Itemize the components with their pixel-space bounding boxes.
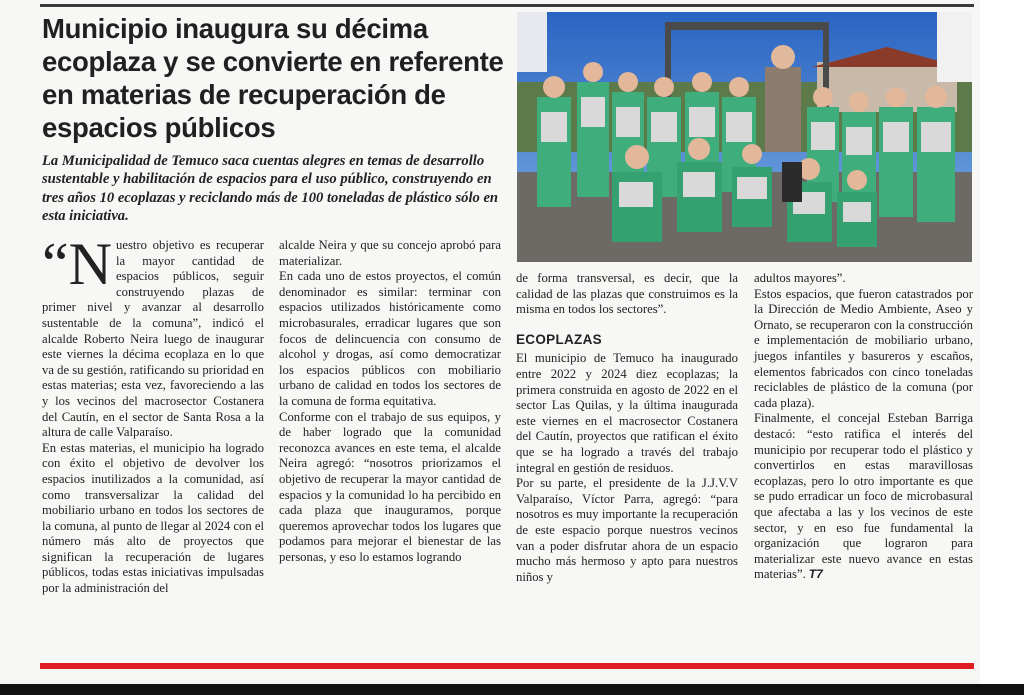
right-margin	[980, 0, 1024, 695]
bottom-bar	[0, 684, 1024, 695]
col4-paragraph-3	[754, 411, 973, 583]
col2-paragraph-1: alcalde Neira y que su concejo aprobó para materializar.	[279, 238, 501, 268]
lead-paragraph: La Municipalidad de Temuco saca cuentas alegres en temas de desarrollo sustentable y habilitación de espacios para el uso público, construyendo en tres años 10 ecoplazas y reciclando más de 100 toneladas de plástico sólo en esta iniciativa.	[42, 153, 499, 225]
col4-paragraph-3-text: Finalmente, el concejal Esteban Barriga destacó: “esto ratifica el interés del municipio por recuperar todo el plástico y convertirlos en estas maravillosas ecoplazas, pero lo otro importante es que se pudo erradicar un foco de microbasural que afectaba a las y los vecinos de este sector, y en eso fue fundamental la organización que lograron para materializar este nuevo avance en estas materias”.	[754, 411, 973, 582]
col2-paragraph-2: En cada uno de estos proyectos, el común denominador es similar: terminar con espacios utilizados históricamente como microbasurales, erradicar lugares que son focos de delincuencia con consumo de alcohol y drogas, así como democratizar los espacios públicos con mobiliario urbano de calidad en todos los sectores de la comuna de forma equitativa.	[279, 269, 501, 408]
col3-paragraph-2: El municipio de Temuco ha inaugurado entre 2022 y 2024 diez ecoplazas; la primera construida en agosto de 2022 en el sector Las Quilas, y la última inaugurada este viernes en el macrosector Costanera del Cautín, proyectos que ratifican el éxito que se ha logrado a través del trabajo integral en gestión de residuos.	[516, 351, 738, 475]
top-rule	[40, 4, 974, 7]
col1-paragraph-1: uestro objetivo es recuperar la mayor cantidad de espacios públicos, seguir construyendo plazas de primer nivel y avanzar al desarrollo sustentable de la comuna”, indicó el alcalde Roberto Neira luego de inaugurar este viernes la décima ecoplaza en lo que va de su gestión, ratificando su prioridad en estas materias; esta vez, favoreciendo a las y los vecinos del macrosector Costanera del Cautín, en el sector de Santa Rosa a la altura de calle Valparaíso.	[42, 238, 264, 440]
column-3	[516, 271, 738, 585]
subhead-ecoplazas: ECOPLAZAS	[516, 331, 602, 347]
bottom-red-rule	[40, 663, 974, 669]
col4-paragraph-1: adultos mayores”.	[754, 271, 846, 285]
column-4	[754, 271, 973, 583]
end-tag: T7	[808, 567, 823, 582]
col1-paragraph-2: En estas materias, el municipio ha logrado con éxito el objetivo de devolver los espacios inutilizados a la comunidad, así como transversalizar la calidad del mobiliario urbano en todos los sectores de la comuna, al punto de llegar al 2024 con el número más alto de proyectos que significan la recuperación de lugares públicos, todas estas iniciativas impulsadas por la administración del	[42, 440, 264, 596]
col2-paragraph-3: Conforme con el trabajo de sus equipos, y de haber logrado que la comunidad reconozca avances en este tema, el alcalde Neira agregó: “nosotros priorizamos el objetivo de recuperar la mayor cantidad de espacios y la comunidad lo ha percibido en cada plaza que inauguramos, porque queremos aprovechar todos los lugares que podamos para mejorar el bienestar de las personas, y eso lo estamos logrando	[279, 409, 501, 564]
article-photo	[517, 12, 972, 262]
headline: Municipio inaugura su décima ecoplaza y se convierte en referente en materias de recuperación de espacios públicos	[42, 13, 504, 143]
column-2	[279, 238, 501, 565]
col4-paragraph-2: Estos espacios, que fueron catastrados por la Dirección de Medio Ambiente, Aseo y Ornato, se recuperaron con la construcción e implementación de mobiliario urbano, juegos infantiles y basureros y escaños, elementos fabricados con cinco toneladas reciclables de plástico de la comuna (por cada plaza).	[754, 286, 973, 410]
dropcap: “N	[42, 231, 112, 297]
col3-paragraph-1: de forma transversal, es decir, que la calidad de las plazas que construimos es la misma en todos los sectores”.	[516, 271, 738, 317]
col3-paragraph-3: Por su parte, el presidente de la J.J.V.V Valparaíso, Víctor Parra, agregó: “para nosotros es muy importante la recuperación de este espacio porque nuestros vecinos van a poder disfrutar ahora de un espacio mucho más hermoso y apto para nuestros niños y	[516, 476, 738, 584]
photo-children-ecoplaza	[517, 12, 972, 262]
column-1	[42, 231, 264, 597]
